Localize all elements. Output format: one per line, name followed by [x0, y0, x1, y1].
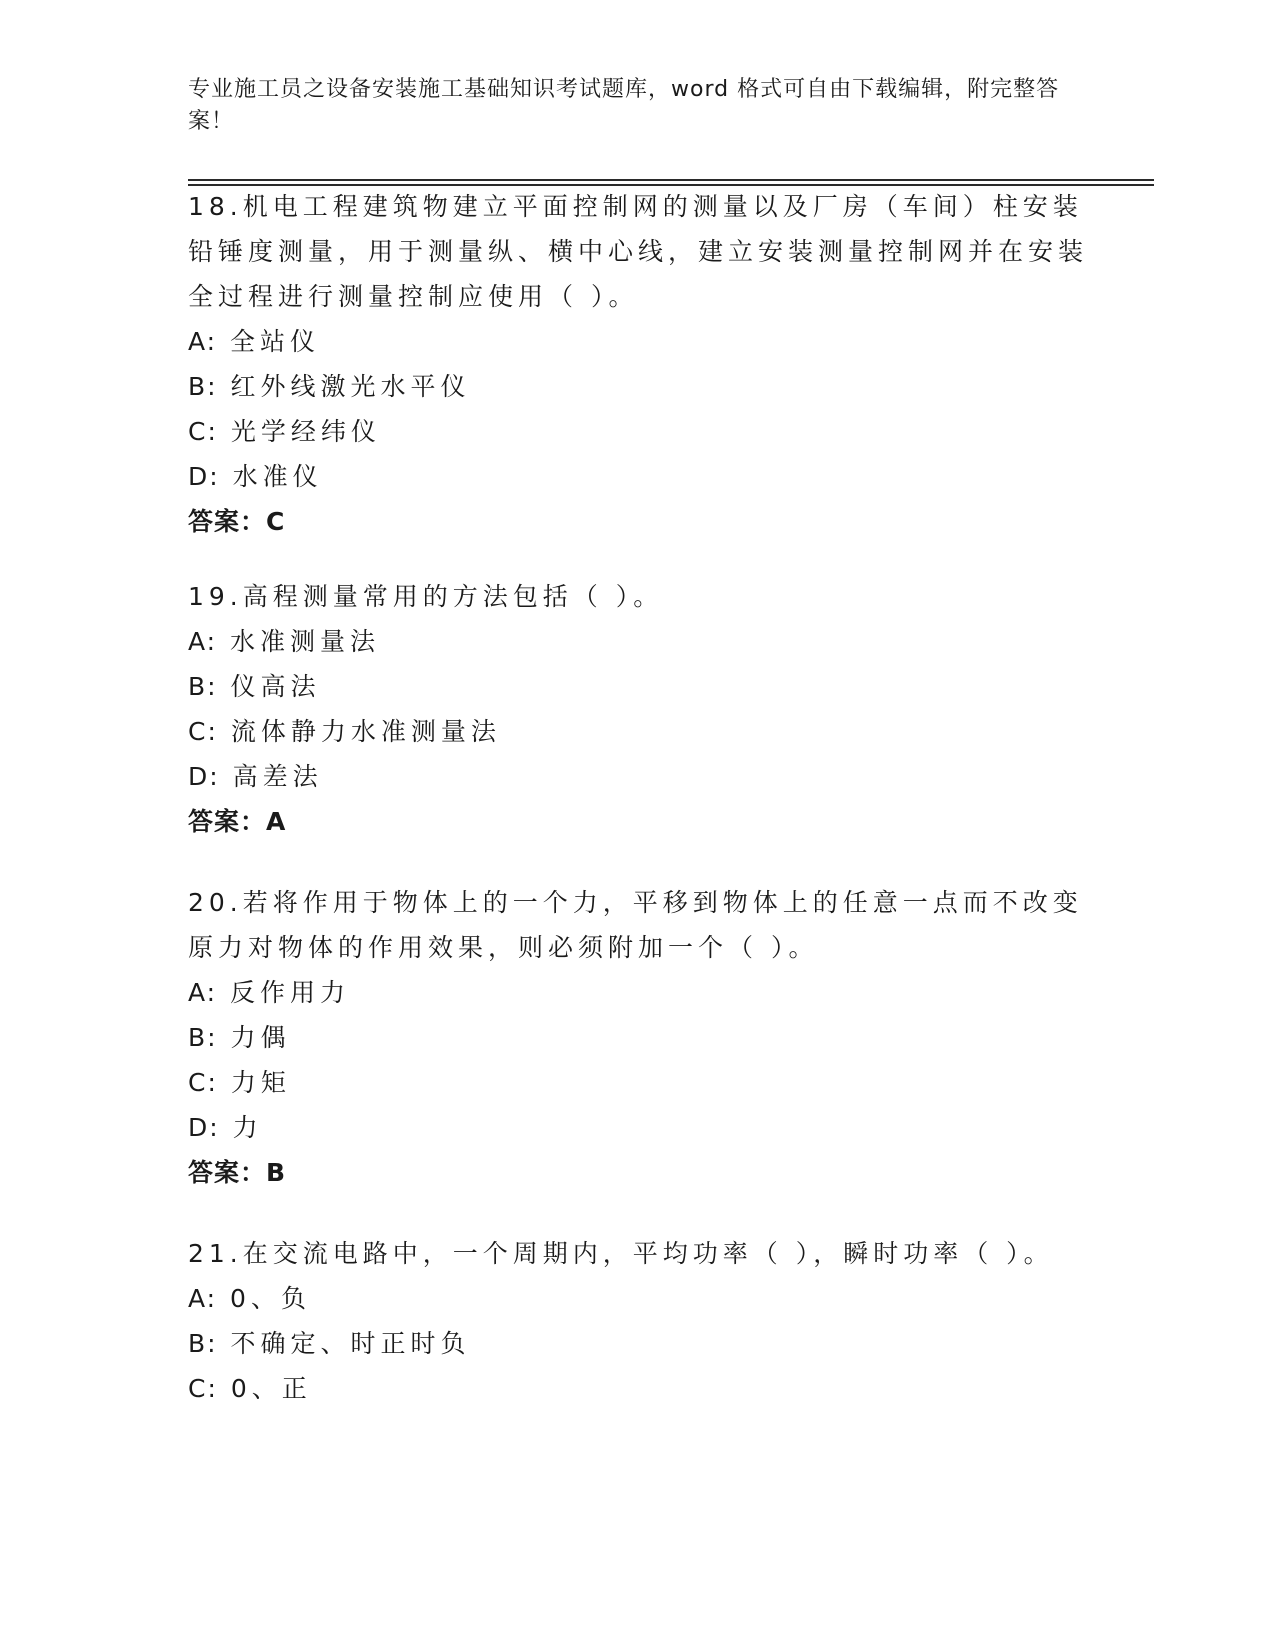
- option-text: 力偶: [230, 1023, 291, 1052]
- option-c: [188, 409, 1088, 454]
- option-d: [188, 454, 1088, 499]
- option-key: A:: [188, 627, 218, 656]
- option-text: 水准测量法: [230, 627, 381, 656]
- option-text: 红外线激光水平仪: [230, 372, 471, 401]
- question-19: [188, 574, 1088, 844]
- answer-line: 答案：B: [188, 1158, 287, 1187]
- option-text: 力矩: [230, 1068, 291, 1097]
- question-stem: 20.若将作用于物体上的一个力，平移到物体上的任意一点而不改变原力对物体的作用效果，则必须附加一个（ ）。: [188, 888, 1083, 962]
- option-a: [188, 970, 1088, 1015]
- option-key: C:: [188, 1374, 218, 1403]
- option-text: 流体静力水准测量法: [230, 717, 501, 746]
- header-divider-top: [188, 179, 1154, 181]
- option-key: B:: [188, 372, 218, 401]
- option-text: 0、正: [230, 1374, 312, 1403]
- option-b: [188, 1015, 1088, 1060]
- option-c: [188, 709, 1088, 754]
- option-key: B:: [188, 1023, 218, 1052]
- option-key: D:: [188, 762, 220, 791]
- option-c: [188, 1060, 1088, 1105]
- answer-line: 答案：C: [188, 507, 286, 536]
- option-key: C:: [188, 717, 218, 746]
- document-header: 专业施工员之设备安装施工基础知识考试题库，word 格式可自由下载编辑，附完整答案！: [188, 77, 1060, 134]
- option-b: [188, 664, 1088, 709]
- option-key: B:: [188, 1329, 218, 1358]
- option-b: [188, 364, 1088, 409]
- option-text: 仪高法: [230, 672, 321, 701]
- option-text: 高差法: [232, 762, 323, 791]
- option-key: A:: [188, 1284, 218, 1313]
- question-stem: 18.机电工程建筑物建立平面控制网的测量以及厂房（车间）柱安装铅锤度测量，用于测量纵、横中心线，建立安装测量控制网并在安装全过程进行测量控制应使用（ ）。: [188, 192, 1089, 311]
- option-b: [188, 1321, 1088, 1366]
- option-text: 力: [232, 1113, 263, 1142]
- option-key: A:: [188, 978, 218, 1007]
- question-18: [188, 184, 1088, 544]
- option-text: 不确定、时正时负: [230, 1329, 471, 1358]
- option-key: B:: [188, 672, 218, 701]
- option-key: A:: [188, 327, 218, 356]
- question-stem: 21.在交流电路中，一个周期内，平均功率（ ），瞬时功率（ ）。: [188, 1239, 1054, 1268]
- option-text: 光学经纬仪: [230, 417, 381, 446]
- option-key: C:: [188, 417, 218, 446]
- option-a: [188, 1276, 1088, 1321]
- option-a: [188, 319, 1088, 364]
- option-key: C:: [188, 1068, 218, 1097]
- option-text: 水准仪: [232, 462, 323, 491]
- option-text: 全站仪: [230, 327, 321, 356]
- question-21: [188, 1231, 1088, 1411]
- answer-line: 答案：A: [188, 807, 287, 836]
- option-text: 0、负: [230, 1284, 311, 1313]
- option-text: 反作用力: [230, 978, 351, 1007]
- option-c: [188, 1366, 1088, 1411]
- option-a: [188, 619, 1088, 664]
- option-d: [188, 754, 1088, 799]
- question-20: [188, 880, 1088, 1195]
- option-d: [188, 1105, 1088, 1150]
- option-key: D:: [188, 462, 220, 491]
- option-key: D:: [188, 1113, 220, 1142]
- question-stem: 19.高程测量常用的方法包括（ ）。: [188, 582, 664, 611]
